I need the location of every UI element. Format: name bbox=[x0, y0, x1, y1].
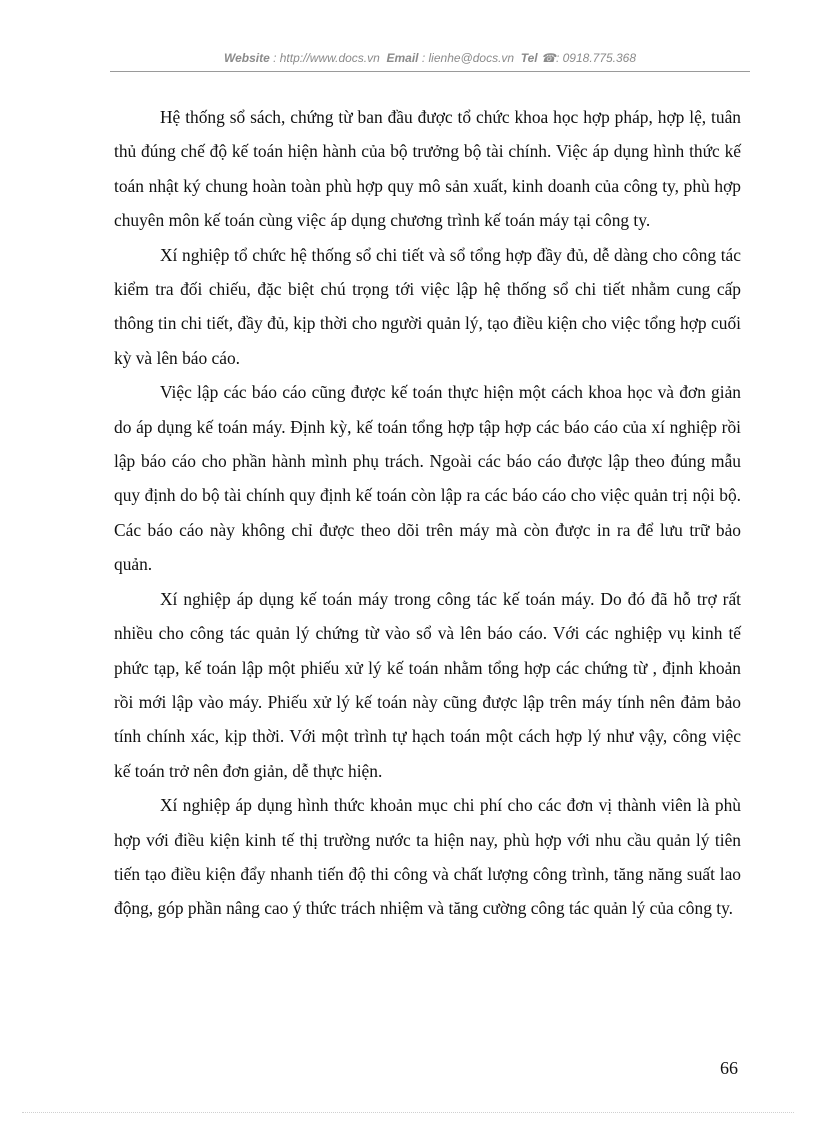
paragraph-2: Xí nghiệp tổ chức hệ thống sổ chi tiết và sổ tổng hợp đầy đủ, dễ dàng cho công tác kiểm tra đối chiếu, đặc biệt chú trọng tới việc lập hệ thống sổ chi tiết nhằm cung cấp thông tin chi tiết, đầy đủ, kịp thời cho người quản lý, tạo điều kiện cho việc tổng hợp cuối kỳ và lên báo cáo. bbox=[114, 244, 741, 368]
website-value: : http://www.docs.vn bbox=[273, 51, 380, 65]
page-header bbox=[110, 51, 750, 65]
footer-divider bbox=[22, 1112, 794, 1113]
paragraph-3: Việc lập các báo cáo cũng được kế toán thực hiện một cách khoa học và đơn giản do áp dụng kế toán máy. Định kỳ, kế toán tổng hợp tập hợp các báo cáo của xí nghiệp rồi lập báo cáo cho phần hành mình phụ trách. Ngoài các báo cáo được lập theo đúng mẫu quy định do bộ tài chính quy định kế toán còn lập ra các báo cáo cho việc quản trị nội bộ. Các báo cáo này không chỉ được theo dõi trên máy mà còn được in ra để lưu trữ bảo quản. bbox=[114, 382, 741, 575]
email-value: : lienhe@docs.vn bbox=[421, 51, 515, 65]
tel-value: : 0918.775.368 bbox=[555, 51, 637, 65]
phone-icon: ☎ bbox=[541, 51, 556, 65]
website-label: Website bbox=[223, 51, 270, 65]
paragraph-1: Hệ thống sổ sách, chứng từ ban đầu được tổ chức khoa học hợp pháp, hợp lệ, tuân thủ đúng chế độ kế toán hiện hành của bộ trưởng bộ tài chính. Việc áp dụng hình thức kế toán nhật ký chung hoàn toàn phù hợp quy mô sản xuất, kinh doanh của công ty, phù hợp chuyên môn kế toán cùng việc áp dụng chương trình kế toán máy tại công ty. bbox=[114, 107, 741, 231]
page-number: 66 bbox=[720, 1058, 738, 1078]
paragraph-4: Xí nghiệp áp dụng kế toán máy trong công tác kế toán máy. Do đó đã hỗ trợ rất nhiều cho công tác quản lý chứng từ vào sổ và lên báo cáo. Với các nghiệp vụ kinh tế phức tạp, kế toán lập một phiếu xử lý kế toán nhằm tổng hợp các chứng từ , định khoản rồi mới lập vào máy. Phiếu xử lý kế toán này cũng được lập trên máy tính nên đảm bảo tính chính xác, kịp thời. Với một trình tự hạch toán một cách hợp lý như vậy, công việc kế toán trở nên đơn giản, dễ thực hiện. bbox=[114, 588, 741, 781]
document-body bbox=[114, 100, 741, 926]
header-divider bbox=[110, 71, 750, 72]
paragraph-5: Xí nghiệp áp dụng hình thức khoản mục chi phí cho các đơn vị thành viên là phù hợp với điều kiện kinh tế thị trường nước ta hiện nay, phù hợp với nhu cầu quản lý tiên tiến tạo điều kiện đẩy nhanh tiến độ thi công và chất lượng công trình, tăng năng suất lao động, góp phần nâng cao ý thức trách nhiệm và tăng cường công tác quản lý của công ty. bbox=[114, 795, 741, 919]
tel-label: Tel bbox=[520, 51, 538, 65]
email-label: Email bbox=[386, 51, 419, 65]
